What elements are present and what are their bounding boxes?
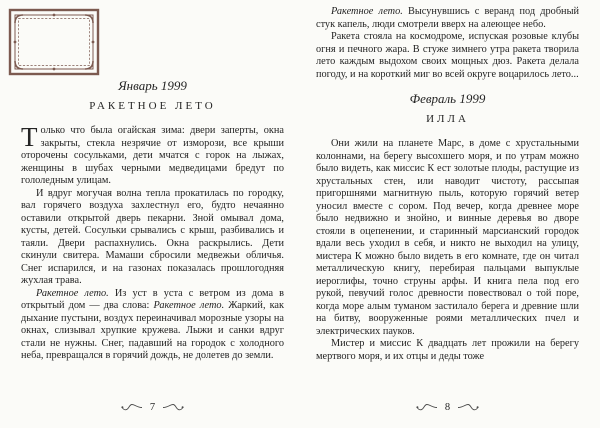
chapter-title: РАКЕТНОЕ ЛЕТО xyxy=(89,100,216,112)
paragraph xyxy=(21,122,284,188)
page-right xyxy=(316,0,579,428)
text-segment: Жаркий, как дыхание пустыни, воздух переиначивал морозные узоры на окнах, слизывал хрупкие кружева. Лыжи и санки вдруг стали не нужны. Снег, падавший на городок с холодного неба, превращался в горячий дождь, не долетев до земли. xyxy=(21,300,285,361)
chapter-title: ИЛЛА xyxy=(426,113,469,125)
page-footer xyxy=(316,402,579,413)
page-number: 8 xyxy=(444,402,451,413)
text-segment: Ракетное лето. xyxy=(331,6,403,17)
chapter-heading xyxy=(21,0,284,112)
text-segment: олько что была огайская зима: двери заперты, окна закрыты, стекла незрячие от изморози, все крыши оторочены сосульками, дети мчатся с горок на лыжах, женщины в шубах черными медведицами бредут по гололедным улицам. xyxy=(21,125,284,186)
chapter-date: Февраль 1999 xyxy=(409,91,486,106)
paragraph xyxy=(21,188,284,288)
flourish-right-icon xyxy=(162,403,184,412)
text-segment: Высунувшись с веранд под дробный стук капель, люди смотрели вверх на алеющее небо. xyxy=(316,6,580,30)
flourish-left-icon xyxy=(416,403,438,412)
flourish-right-icon xyxy=(457,403,479,412)
paragraph xyxy=(316,31,579,81)
paragraph xyxy=(21,288,284,363)
page-left xyxy=(21,0,284,428)
page-text xyxy=(316,138,579,363)
text-segment: И вдруг могучая волна тепла прокатилась по городку, вал горячего воздуха захлестнул его, будто нечаянно оставили открытой дверь пекарни. Зной омывал дома, кусты, детей. Сосульки срывались с крыш, разбивались и таяли. Двери распахнулись. Окна раскрылись. Дети скинули свитера. Мамаши сбросили медвежьи обличья. Снег испарился, и на газонах показалась прошлогодняя жухлая трава. xyxy=(21,187,284,286)
text-segment: Они жили на планете Марс, в доме с хрустальными колоннами, на берегу высохшего моря, и по утрам можно было видеть, как миссис К ест золотые плоды, растущие из хрустальных стен, или наводит чистоту, рассыпая пригоршнями магнитную пыль, которую горячий ветер уносил вместе с сором. Под вечер, когда древнее море было недвижно и знойно, и винные деревья во дворе стояли в оцепенении, и старинный марсианский городок вдали весь уходил в себя, и никто не выходил на улицу, мистера К можно было видеть в его комнате, где он читал металлическую книгу, перебирая пальцами выпуклые иероглифы, точно струны арфы. И книга пела под его рукой, певучий голос древности повествовал о той поре, когда море алым туманом застилало берега и древние шли на битву, вооруженные роями металлических пчел и электрических пауков. xyxy=(316,138,579,337)
page-footer xyxy=(21,402,284,413)
text-segment: Из уст в уста с ветром из дома в открытый дом — два слова: xyxy=(21,287,285,311)
page-number: 7 xyxy=(149,402,156,413)
text-segment: Ракета стояла на космодроме, испуская розовые клубы огня и печного жара. В стуже зимнего утра ракета творила лето каждым выдохом своих мощных дюз. Ракета делала погоду, и на короткий миг во всей округе воцарилось лето... xyxy=(316,31,579,80)
page-text xyxy=(21,122,285,363)
paragraph xyxy=(316,338,579,363)
flourish-left-icon xyxy=(121,403,143,412)
drop-cap: Т xyxy=(21,122,38,152)
paragraph xyxy=(316,138,579,338)
chapter-date: Январь 1999 xyxy=(118,78,187,93)
chapter-heading xyxy=(316,81,579,125)
paragraph xyxy=(316,6,579,31)
page-text-continuation xyxy=(316,0,579,81)
text-segment: Ракетное лето. xyxy=(153,300,225,311)
text-segment: Ракетное лето. xyxy=(36,287,109,299)
text-segment: Мистер и миссис К двадцать лет прожили на берегу мертвого моря, и их отцы и деды тоже xyxy=(316,338,579,362)
